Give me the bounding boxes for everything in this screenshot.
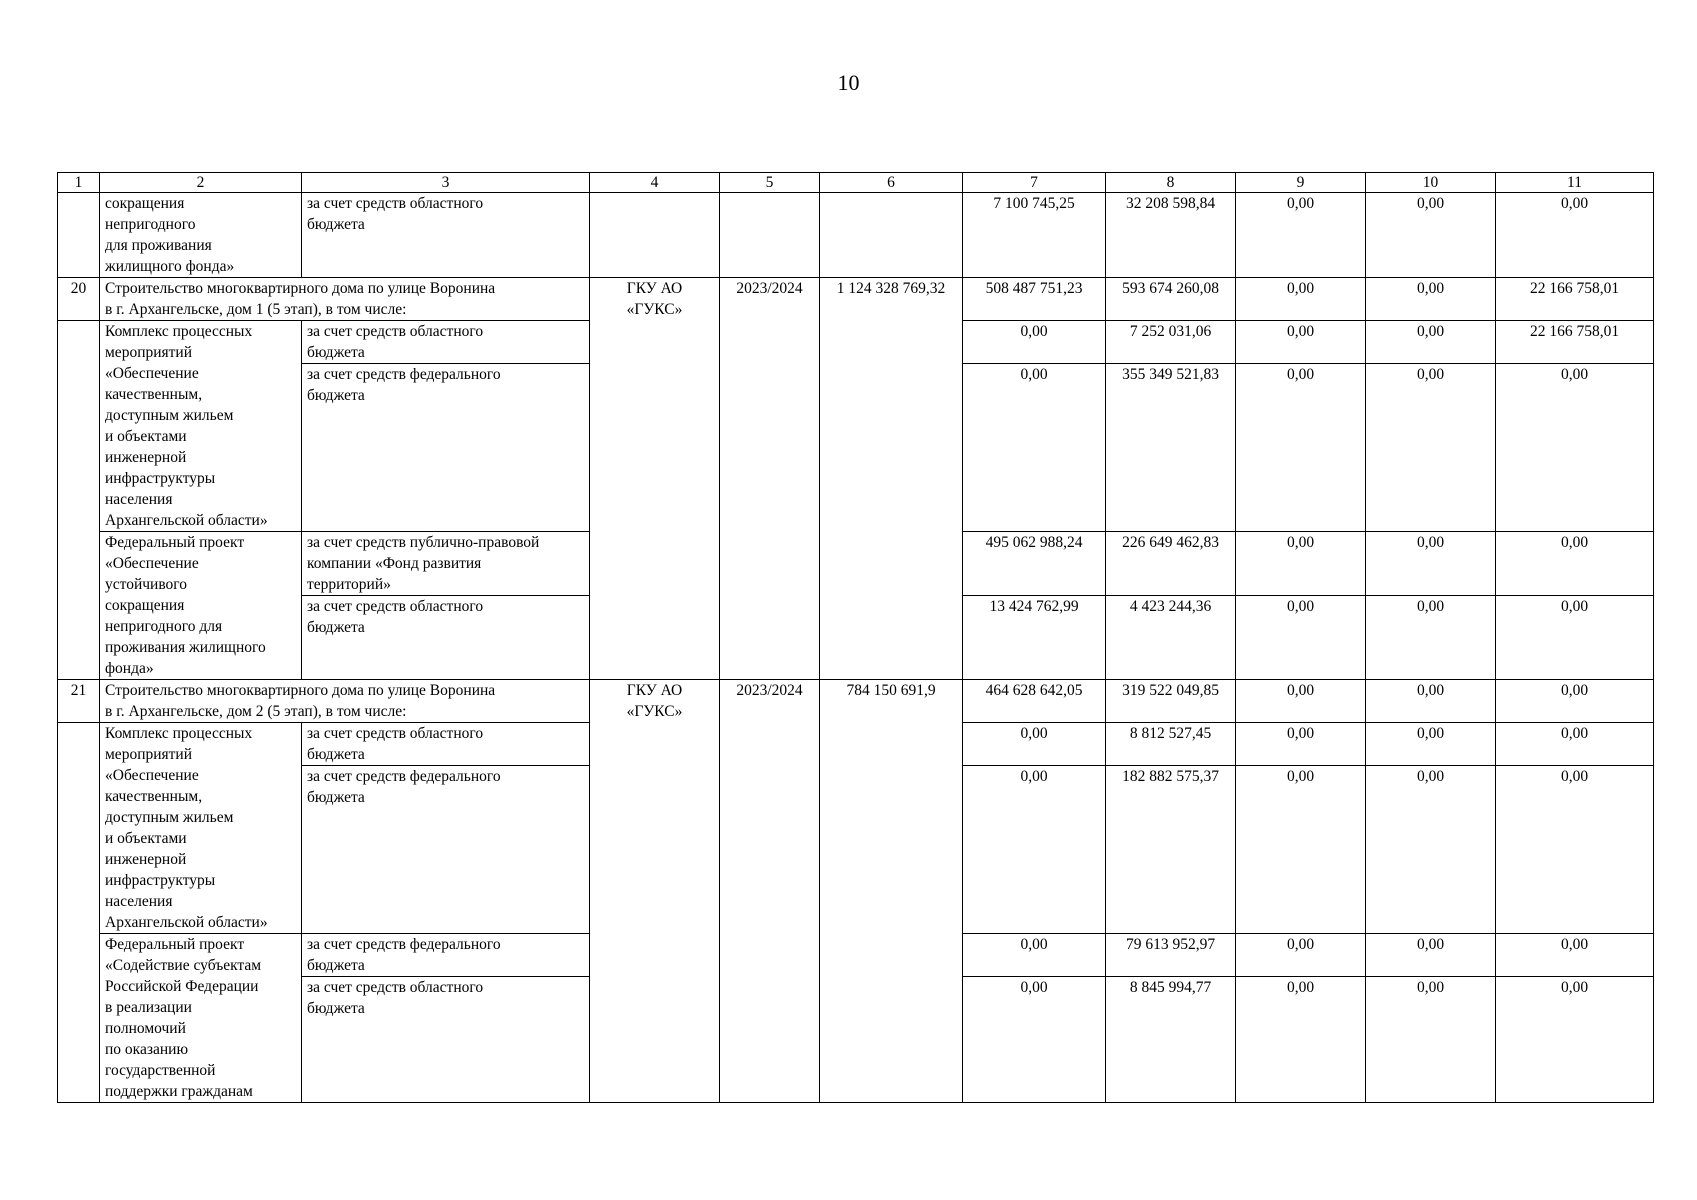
budget-table [57, 172, 1654, 1103]
executor: ГКУ АО «ГУКС» [590, 680, 720, 1103]
program-name: Федеральный проект «Обеспечение устойчивого сокращения непригодного для проживания жилищного фонда» [100, 532, 302, 680]
col-header: 1 [58, 173, 100, 193]
value-col9: 0,00 [1236, 532, 1366, 596]
value-col11: 0,00 [1496, 193, 1654, 278]
value-col10: 0,00 [1366, 193, 1496, 278]
total: 784 150 691,9 [820, 680, 963, 1103]
col-header: 10 [1366, 173, 1496, 193]
value-col11: 0,00 [1496, 723, 1654, 766]
value-col7: 508 487 751,23 [963, 278, 1106, 321]
row-number [58, 723, 100, 1103]
value-col8: 79 613 952,97 [1106, 934, 1236, 977]
value-col9: 0,00 [1236, 193, 1366, 278]
value-col9: 0,00 [1236, 364, 1366, 532]
funding-source: за счет средств областного бюджета [302, 723, 590, 766]
value-col8: 182 882 575,37 [1106, 766, 1236, 934]
value-col9: 0,00 [1236, 766, 1366, 934]
value-col10: 0,00 [1366, 723, 1496, 766]
funding-source: за счет средств областного бюджета [302, 596, 590, 680]
col-header: 5 [720, 173, 820, 193]
value-col8: 8 812 527,45 [1106, 723, 1236, 766]
value-col7: 464 628 642,05 [963, 680, 1106, 723]
value-col10: 0,00 [1366, 321, 1496, 364]
funding-source: за счет средств федерального бюджета [302, 934, 590, 977]
value-col10: 0,00 [1366, 766, 1496, 934]
row-number: 21 [58, 680, 100, 723]
value-col10: 0,00 [1366, 278, 1496, 321]
value-col11: 22 166 758,01 [1496, 321, 1654, 364]
value-col7: 495 062 988,24 [963, 532, 1106, 596]
value-col8: 7 252 031,06 [1106, 321, 1236, 364]
funding-source: за счет средств областного бюджета [302, 977, 590, 1103]
col-header: 2 [100, 173, 302, 193]
value-col10: 0,00 [1366, 977, 1496, 1103]
value-col7: 0,00 [963, 723, 1106, 766]
value-col10: 0,00 [1366, 532, 1496, 596]
value-col8: 355 349 521,83 [1106, 364, 1236, 532]
value-col11: 0,00 [1496, 766, 1654, 934]
funding-source: за счет средств публично-правовой компании «Фонд развития территорий» [302, 532, 590, 596]
period: 2023/2024 [720, 680, 820, 1103]
value-col8: 226 649 462,83 [1106, 532, 1236, 596]
value-col11: 0,00 [1496, 364, 1654, 532]
value-col9: 0,00 [1236, 278, 1366, 321]
value-col11: 0,00 [1496, 532, 1654, 596]
program-name: Комплекс процессных мероприятий «Обеспечение качественным, доступным жильем и объектами инженерной инфраструктуры населения Архангельской области» [100, 321, 302, 532]
object-title: Строительство многоквартирного дома по улице Воронина в г. Архангельске, дом 1 (5 этап), в том числе: [100, 278, 590, 321]
program-name: Федеральный проект «Содействие субъектам Российской Федерации в реализации полномочий по оказанию государственной поддержки гражданам [100, 934, 302, 1103]
value-col10: 0,00 [1366, 934, 1496, 977]
column-numbers-row [58, 173, 1654, 193]
row-number: 20 [58, 278, 100, 321]
value-col7: 0,00 [963, 977, 1106, 1103]
table-row [58, 680, 1654, 723]
table-row [58, 193, 1654, 278]
row-number [58, 321, 100, 680]
value-col7: 0,00 [963, 934, 1106, 977]
value-col11: 0,00 [1496, 680, 1654, 723]
program-name: сокращения непригодного для проживания жилищного фонда» [100, 193, 302, 278]
value-col9: 0,00 [1236, 934, 1366, 977]
value-col8: 593 674 260,08 [1106, 278, 1236, 321]
col-header: 4 [590, 173, 720, 193]
value-col8: 4 423 244,36 [1106, 596, 1236, 680]
col-header: 3 [302, 173, 590, 193]
executor [590, 193, 720, 278]
col-header: 7 [963, 173, 1106, 193]
total [820, 193, 963, 278]
value-col7: 0,00 [963, 364, 1106, 532]
value-col7: 7 100 745,25 [963, 193, 1106, 278]
value-col9: 0,00 [1236, 321, 1366, 364]
value-col10: 0,00 [1366, 364, 1496, 532]
value-col10: 0,00 [1366, 680, 1496, 723]
value-col7: 13 424 762,99 [963, 596, 1106, 680]
col-header: 6 [820, 173, 963, 193]
col-header: 9 [1236, 173, 1366, 193]
col-header: 8 [1106, 173, 1236, 193]
value-col9: 0,00 [1236, 596, 1366, 680]
value-col9: 0,00 [1236, 977, 1366, 1103]
executor: ГКУ АО «ГУКС» [590, 278, 720, 680]
value-col11: 22 166 758,01 [1496, 278, 1654, 321]
value-col9: 0,00 [1236, 680, 1366, 723]
value-col8: 32 208 598,84 [1106, 193, 1236, 278]
funding-source: за счет средств федерального бюджета [302, 364, 590, 532]
funding-source: за счет средств федерального бюджета [302, 766, 590, 934]
total: 1 124 328 769,32 [820, 278, 963, 680]
page-number: 10 [837, 70, 860, 95]
period: 2023/2024 [720, 278, 820, 680]
value-col11: 0,00 [1496, 596, 1654, 680]
value-col7: 0,00 [963, 766, 1106, 934]
object-title: Строительство многоквартирного дома по улице Воронина в г. Архангельске, дом 2 (5 этап), в том числе: [100, 680, 590, 723]
value-col9: 0,00 [1236, 723, 1366, 766]
value-col8: 8 845 994,77 [1106, 977, 1236, 1103]
funding-source: за счет средств областного бюджета [302, 321, 590, 364]
value-col11: 0,00 [1496, 977, 1654, 1103]
funding-source: за счет средств областного бюджета [302, 193, 590, 278]
table-row [58, 278, 1654, 321]
row-number [58, 193, 100, 278]
value-col8: 319 522 049,85 [1106, 680, 1236, 723]
value-col7: 0,00 [963, 321, 1106, 364]
value-col11: 0,00 [1496, 934, 1654, 977]
value-col10: 0,00 [1366, 596, 1496, 680]
col-header: 11 [1496, 173, 1654, 193]
period [720, 193, 820, 278]
program-name: Комплекс процессных мероприятий «Обеспечение качественным, доступным жильем и объектами инженерной инфраструктуры населения Архангельской области» [100, 723, 302, 934]
